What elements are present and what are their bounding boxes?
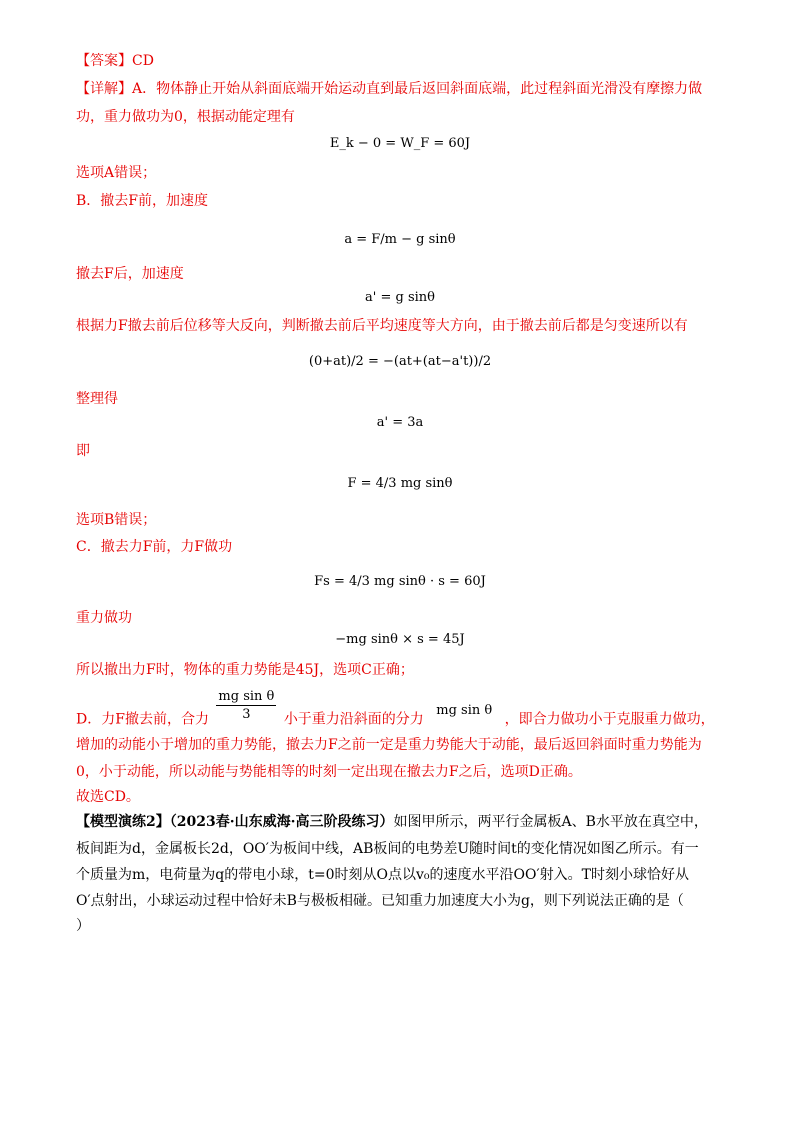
option-d-text-1c: ，即合力做功小于克服重力做功， <box>504 711 715 728</box>
equation-8-text: −mg sinθ × s = 45J <box>335 632 465 647</box>
detail-label: 【详解】 <box>76 81 132 97</box>
equation-4-text: (0+at)/2 = −(at+(at−a't))/2 <box>308 354 492 369</box>
final-answer: 故选CD。 <box>76 789 140 805</box>
option-b-conclusion: 选项B错误； <box>76 512 157 528</box>
equation-7 <box>0 562 800 602</box>
equation-3 <box>0 288 800 308</box>
option-b-text-1: B．撤去F前，加速度 <box>76 193 209 209</box>
equation-1 <box>0 134 800 154</box>
problem-2-text-3: 个质量为m，电荷量为q的带电小球，t=0时刻从O点以v₀的速度水平沿OO′射入。T时刻小球恰好从 <box>76 867 689 883</box>
option-d-text-2: 增加的动能小于增加的重力势能，撤去力F之前一定是重力势能大于动能，最后返回斜面时重力势能为 <box>76 737 702 753</box>
problem-2-text-1: 如图甲所示，两平行金属板A、B水平放在真空中， <box>393 814 708 830</box>
option-b-text-4: 整理得 <box>76 391 118 407</box>
option-a-text-1: A．物体静止开始从斜面底端开始运动直到最后返回斜面底端，此过程斜面光滑没有摩擦力做 <box>132 81 703 97</box>
equation-6 <box>0 464 800 504</box>
option-d-text-3: 0，小于动能，所以动能与势能相等的时刻一定出现在撤去力F之后，选项D正确。 <box>76 764 582 780</box>
equation-4 <box>0 342 800 382</box>
problem-2-line-1 <box>76 812 760 832</box>
inline-fraction-resultant <box>216 688 276 723</box>
equation-6-text: F = 4/3 mg sinθ <box>347 476 453 491</box>
answer-line <box>76 51 760 71</box>
equation-8 <box>0 630 800 650</box>
option-c-text-1: C．撤去力F前，力F做功 <box>76 539 233 555</box>
option-c-conclusion: 所以撤出力F时，物体的重力势能是45J，选项C正确； <box>76 662 414 678</box>
equation-1-text: E_k − 0 = W_F = 60J <box>329 136 471 151</box>
option-d-line-1 <box>76 689 760 737</box>
equation-5 <box>0 413 800 433</box>
option-d-text-1b: 小于重力沿斜面的分力 <box>283 711 424 728</box>
option-a-text-2: 功，重力做功为0，根据动能定理有 <box>76 109 295 125</box>
option-b-text-3: 根据力F撤去前后位移等大反向，判断撤去前后平均速度等大方向，由于撤去前后都是匀变速所以有 <box>76 318 688 334</box>
inline-math-component: mg sin θ <box>436 702 493 718</box>
option-a-conclusion: 选项A错误； <box>76 165 157 181</box>
option-b-text-2: 撤去F后，加速度 <box>76 266 184 282</box>
option-d-text-1a: D．力F撤去前，合力 <box>76 711 209 728</box>
problem-2-text-5: ） <box>76 918 90 934</box>
equation-5-text: a' = 3a <box>376 415 424 430</box>
equation-2-text: a = F/m − g sinθ <box>344 232 456 247</box>
option-b-text-5: 即 <box>76 443 90 459</box>
problem-2-tag: 【模型演练2】 <box>76 814 170 830</box>
answer-label: 【答案】 <box>76 53 132 69</box>
option-c-text-2: 重力做功 <box>76 610 132 626</box>
problem-2-text-2: 板间距为d，金属板长2d，OO′为板间中线，AB板间的电势差U随时间t的变化情况如图乙所示。有一 <box>76 841 699 857</box>
equation-2 <box>0 220 800 260</box>
fraction-numerator: mg sin θ <box>218 689 275 704</box>
equation-7-text: Fs = 4/3 mg sinθ · s = 60J <box>314 574 486 589</box>
problem-2-source: （2023春·山东威海·高三阶段练习） <box>169 814 394 830</box>
equation-3-text: a' = g sinθ <box>365 290 435 305</box>
answer-value: CD <box>132 53 154 69</box>
problem-2-text-4: O′点射出，小球运动过程中恰好未B与极板相碰。已知重力加速度大小为g，则下列说法正确的是（ <box>76 893 684 909</box>
fraction-denominator: 3 <box>242 707 251 722</box>
detail-line-a1 <box>76 79 760 99</box>
